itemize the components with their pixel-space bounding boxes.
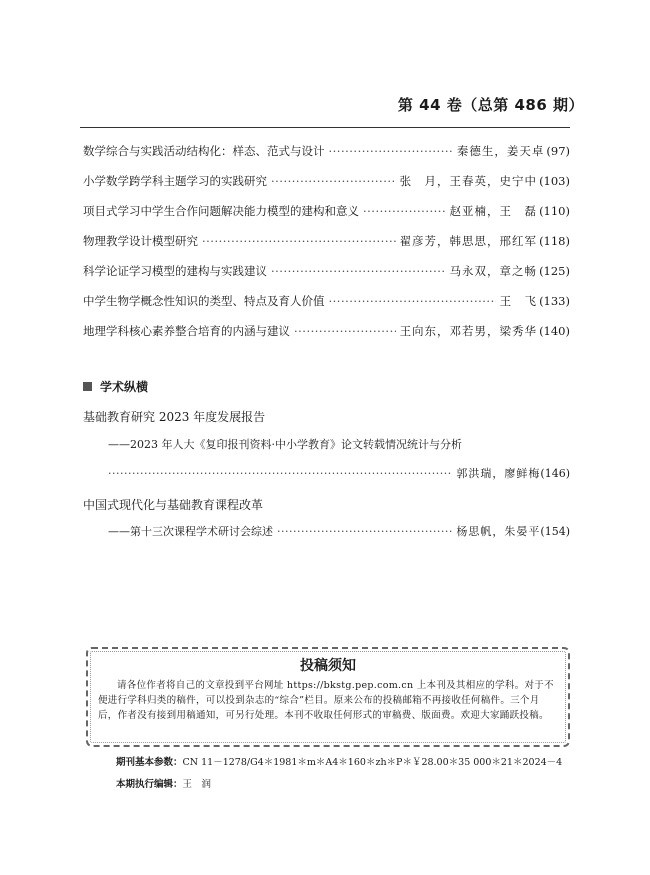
leader-dots xyxy=(108,467,452,480)
toc-entry-page: (133) xyxy=(539,294,570,308)
leader-dots xyxy=(329,144,453,158)
toc-entry-page: (110) xyxy=(539,204,570,218)
params-label: 期刊基本参数： xyxy=(116,757,183,768)
toc-entry-page: (140) xyxy=(539,324,570,338)
academic-entry-byline xyxy=(108,465,570,481)
toc-entry-authors: 赵亚楠，王 磊 xyxy=(449,204,538,218)
toc-entry-authors: 秦德生，姜天卓 xyxy=(456,144,545,158)
toc-entry-authors: 张 月，王春英，史宁中 xyxy=(399,174,538,188)
leader-dots xyxy=(277,525,452,538)
academic-entry-authors: 杨思帆，朱晏平 xyxy=(456,525,541,538)
toc-entry[interactable] xyxy=(83,263,570,293)
toc-entry-title: 中学生物学概念性知识的类型、特点及育人价值 xyxy=(83,294,325,308)
academic-entry-page: (154) xyxy=(540,525,570,538)
square-bullet-icon xyxy=(83,382,92,391)
executive-editor xyxy=(116,776,211,790)
academic-entry-page: (146) xyxy=(540,467,570,480)
toc-entry[interactable] xyxy=(83,143,570,173)
academic-entry-title[interactable]: 中国式现代化与基础教育课程改革 xyxy=(83,498,264,512)
toc-entry-title: 小学数学跨学科主题学习的实践研究 xyxy=(83,174,267,188)
academic-entry-subtitle: ——2023 年人大《复印报刊资料·中小学教育》论文转载情况统计与分析 xyxy=(108,438,462,451)
leader-dots xyxy=(271,174,396,188)
toc-entry-title: 科学论证学习模型的建构与实践建议 xyxy=(83,264,267,278)
toc-entry[interactable] xyxy=(83,173,570,203)
volume-issue-label: 第 44 卷（总第 486 期） xyxy=(397,96,584,114)
leader-dots xyxy=(294,324,396,338)
academic-entry-title[interactable]: 基础教育研究 2023 年度发展报告 xyxy=(83,410,266,424)
toc-entry-authors: 王向东，邓若男，梁秀华 xyxy=(399,324,538,338)
notice-title: 投稿须知 xyxy=(300,658,356,674)
toc-entry-authors: 翟彦芳，韩思思，邢红军 xyxy=(399,234,538,248)
editor-label: 本期执行编辑： xyxy=(116,779,183,790)
toc-entry[interactable] xyxy=(83,233,570,263)
toc-entry[interactable] xyxy=(83,203,570,233)
toc-entry-authors: 马永双，章之畅 xyxy=(449,264,538,278)
academic-entry-subtitle-row xyxy=(108,436,570,452)
academic-entry-subtitle: ——第十三次课程学术研讨会综述 xyxy=(108,525,273,538)
section-title: 学术纵横 xyxy=(100,380,149,394)
academic-entry-authors: 郭洪瑞，廖鲜梅 xyxy=(456,467,541,480)
toc-entry-title: 数学综合与实践活动结构化：样态、范式与设计 xyxy=(83,144,325,158)
table-of-contents xyxy=(83,143,570,353)
header-rule xyxy=(80,127,570,128)
submission-notice-box xyxy=(86,647,570,747)
academic-entry-byline xyxy=(108,523,570,539)
toc-entry-page: (125) xyxy=(539,264,570,278)
notice-body: 请各位作者将自己的文章投到平台网址 https://bkstg.pep.com.cn 上本刊及其相应的学科。对于不便进行学科归类的稿件，可以投到杂志的“综合”栏目。原来公布的投稿邮箱不再接收任何稿件。三个月后，作者没有接到用稿通知，可另行处理。本刊不收取任何形式的审稿费、版面费。欢迎大家踊跃投稿。 xyxy=(98,680,554,721)
leader-dots xyxy=(202,234,396,248)
section-heading xyxy=(83,378,148,395)
toc-entry-page: (118) xyxy=(539,234,570,248)
leader-dots xyxy=(271,264,446,278)
editor-name: 王 润 xyxy=(182,779,212,790)
toc-entry-authors: 王 飞 xyxy=(499,294,538,308)
journal-parameters xyxy=(116,754,562,768)
toc-entry[interactable] xyxy=(83,323,570,353)
toc-entry-page: (103) xyxy=(539,174,570,188)
toc-entry-title: 物理教学设计模型研究 xyxy=(83,234,198,248)
params-value: CN 11－1278/G4＊1981＊m＊A4＊160＊zh＊P＊￥28.00＊35 000＊21＊2024－4 xyxy=(182,757,563,768)
leader-dots xyxy=(363,204,446,218)
toc-entry[interactable] xyxy=(83,293,570,323)
toc-entry-title: 地理学科核心素养整合培育的内涵与建议 xyxy=(83,324,290,338)
toc-entry-title: 项目式学习中学生合作问题解决能力模型的建构和意义 xyxy=(83,204,359,218)
toc-entry-page: (97) xyxy=(546,144,570,158)
leader-dots xyxy=(329,294,496,308)
